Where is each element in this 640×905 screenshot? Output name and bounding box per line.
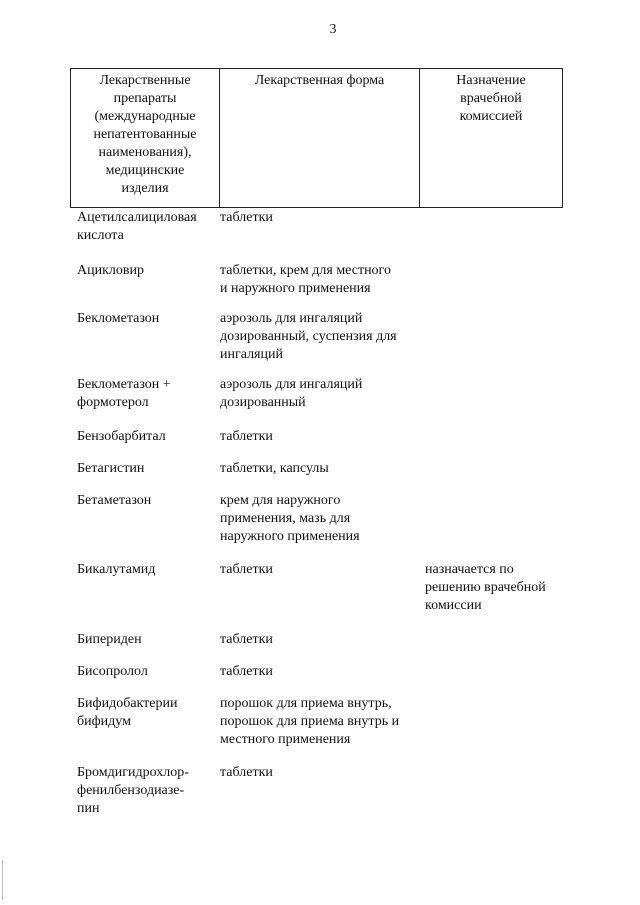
dosage-form: порошок для приема внутрь, порошок для приема внутрь и местного применения xyxy=(220,696,400,747)
dosage-form: таблетки, крем для местного и наружного применения xyxy=(220,263,391,296)
dosage-form: таблетки xyxy=(220,210,273,225)
drug-name: Беклометазон + формотерол xyxy=(77,377,171,410)
dosage-form: таблетки xyxy=(220,429,273,444)
dosage-form: крем для наружного применения, мазь для наружного применения xyxy=(220,493,360,544)
header-medicines: Лекарственные препараты (международные непатентованные наименования), медицинские изделия xyxy=(71,69,220,207)
header-dosage-form: Лекарственная форма xyxy=(220,69,420,207)
dosage-form: таблетки xyxy=(220,664,273,679)
dosage-form: аэрозоль для ингаляций дозированный xyxy=(220,377,363,410)
scan-margin-mark xyxy=(2,860,3,900)
drug-name: Бипериден xyxy=(77,632,142,647)
drug-name: Бикалутамид xyxy=(77,562,156,577)
drug-name: Бифидобактерии бифидум xyxy=(77,696,178,729)
drug-name: Бетаметазон xyxy=(77,493,152,508)
drug-name: Бисопролол xyxy=(77,664,148,679)
drug-name: Ацикловир xyxy=(77,263,144,278)
dosage-form: таблетки xyxy=(220,765,273,780)
drug-name: Ацетилсалициловая кислота xyxy=(77,210,197,243)
drug-name: Беклометазон xyxy=(77,311,160,326)
table-header xyxy=(70,68,563,208)
dosage-form: аэрозоль для ингаляций дозированный, суспензия для ингаляций xyxy=(220,311,397,362)
dosage-form: таблетки xyxy=(220,632,273,647)
drug-name: Бензобарбитал xyxy=(77,429,166,444)
dosage-form: таблетки xyxy=(220,562,273,577)
drug-name: Бетагистин xyxy=(77,461,145,476)
page-number: 3 xyxy=(329,22,337,37)
commission-note: назначается по решению врачебной комиссии xyxy=(425,562,546,613)
dosage-form: таблетки, капсулы xyxy=(220,461,329,476)
drug-name: Бромдигидрохлор- фенилбензодиазе- пин xyxy=(77,765,189,816)
header-commission: Назначение врачебной комиссией xyxy=(456,73,526,124)
